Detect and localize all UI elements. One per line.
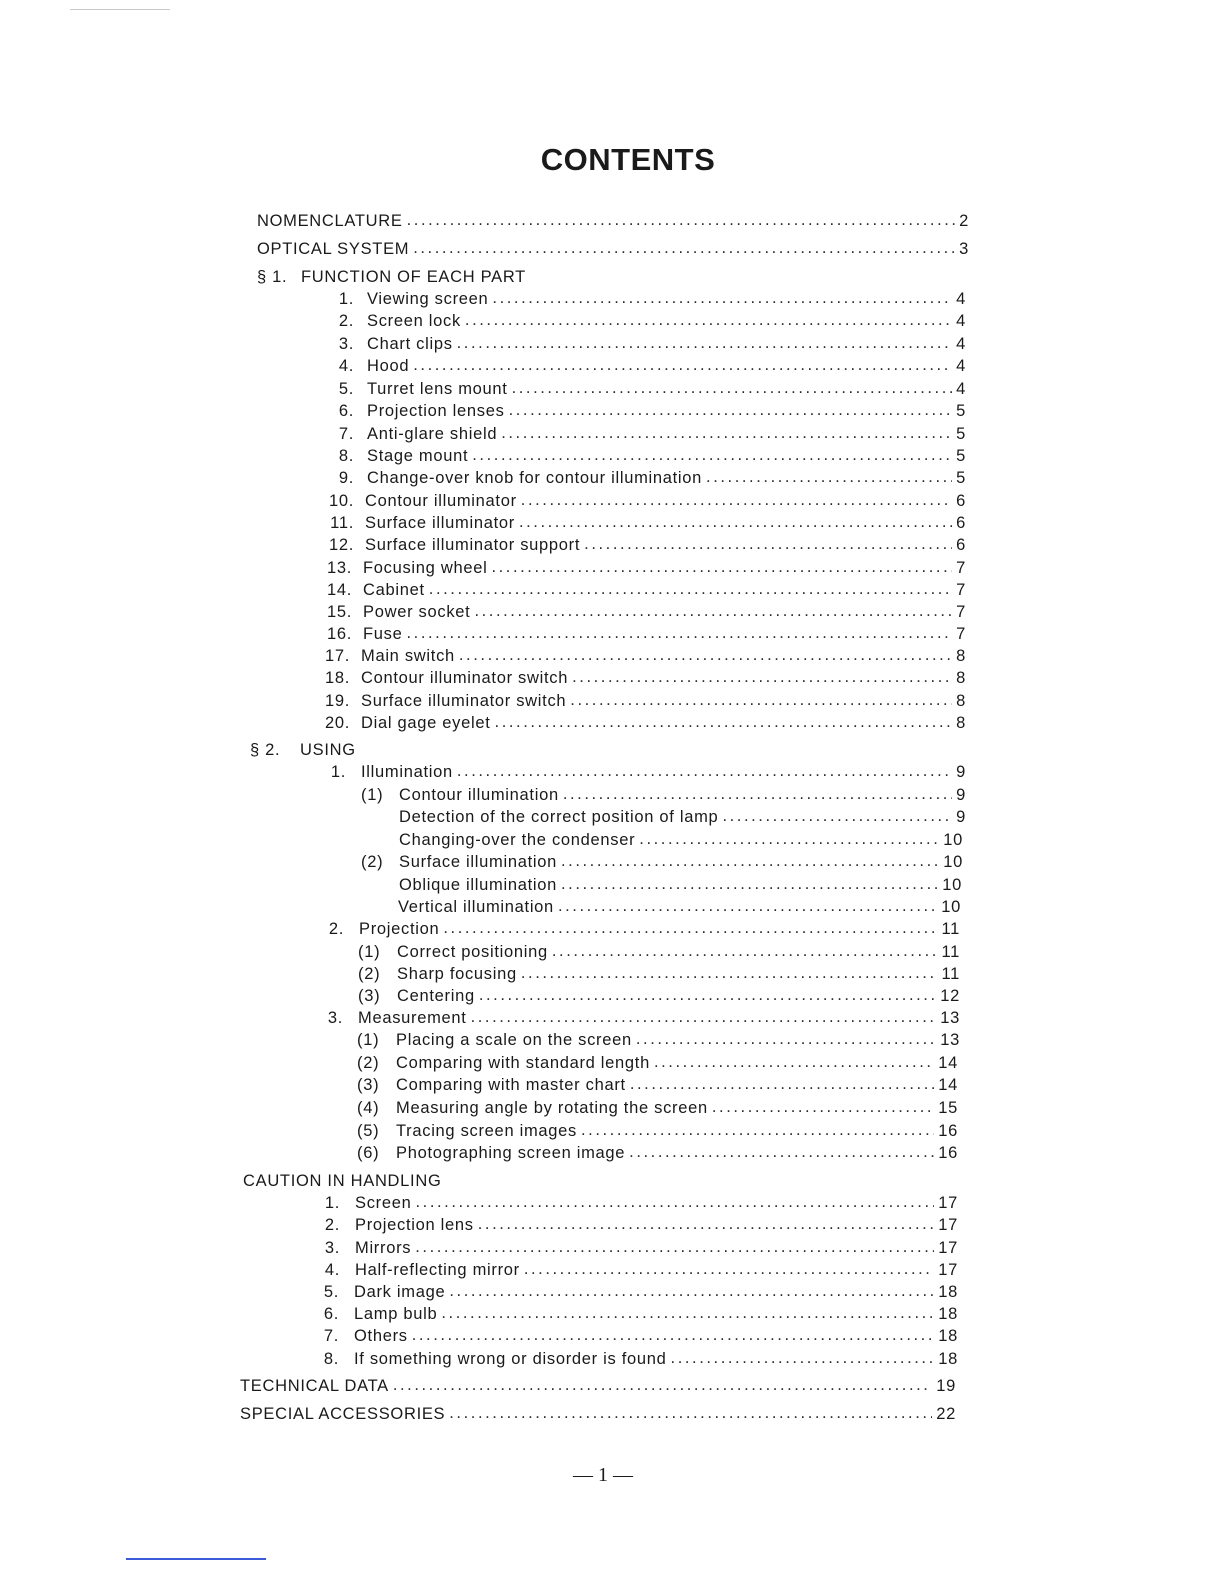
leader-dots (471, 1008, 937, 1027)
toc-entry-text: Surface illuminator support (365, 536, 581, 554)
toc-entry-number: 9. (338, 469, 354, 487)
section-title: FUNCTION OF EACH PART (301, 268, 526, 286)
leader-dots (479, 986, 936, 1005)
toc-entry-text: Stage mount (367, 447, 469, 465)
leader-dots (449, 1404, 932, 1423)
toc-entry (324, 335, 966, 357)
toc-entry-text: Comparing with standard length (396, 1054, 650, 1072)
leader-dots (521, 491, 952, 510)
toc-entry-text: Tracing screen images (396, 1122, 577, 1140)
toc-page-number: 8 (956, 647, 966, 665)
toc-page-number: 8 (956, 692, 966, 710)
leader-dots (706, 468, 952, 487)
toc-entry-optical-system (257, 240, 969, 262)
leader-dots (412, 1326, 935, 1345)
leader-dots (491, 558, 952, 577)
toc-page-number: 9 (956, 808, 966, 826)
leader-dots (492, 289, 952, 308)
toc-entry (322, 559, 966, 581)
toc-entry (317, 1009, 960, 1031)
toc-entry-text: Hood (367, 357, 410, 375)
toc-entry-text: Projection lens (355, 1216, 474, 1234)
toc-page-number: 9 (956, 763, 966, 781)
toc-entry (357, 1099, 958, 1121)
leader-dots (393, 1376, 932, 1395)
toc-entry-number: (3) (358, 987, 381, 1005)
toc-entry (361, 853, 963, 875)
leader-dots (512, 379, 952, 398)
toc-page-number: 22 (936, 1405, 956, 1423)
toc-entry-number: 13. (326, 559, 352, 577)
toc-entry (324, 492, 966, 514)
toc-page-number: 12 (940, 987, 960, 1005)
toc-page-number: 10 (941, 898, 961, 916)
toc-entry (324, 357, 966, 379)
toc-entry-text: Dial gage eyelet (361, 714, 491, 732)
scan-rule-top (70, 9, 170, 10)
toc-entry-number: 17. (324, 647, 350, 665)
toc-entry-text: Projection (359, 920, 440, 938)
toc-entry (398, 898, 961, 920)
toc-entry-number: 2. (324, 1216, 340, 1234)
toc-section-heading-caution (243, 1172, 743, 1194)
toc-entry-text: Illumination (361, 763, 453, 781)
toc-entry-number: 1. (324, 1194, 340, 1212)
toc-entry-text: Vertical illumination (398, 898, 554, 916)
toc-page-number: 11 (941, 965, 960, 983)
toc-entry-number: 15. (326, 603, 352, 621)
toc-entry (313, 1327, 958, 1349)
toc-page-number: 4 (956, 290, 966, 308)
toc-page-number: 11 (941, 943, 960, 961)
toc-entry-number: 2. (338, 312, 354, 330)
toc-page-number: 5 (956, 469, 966, 487)
toc-entry (318, 920, 960, 942)
toc-entry-number: 16. (326, 625, 352, 643)
toc-entry-number: 3. (338, 335, 354, 353)
toc-page-number: 19 (936, 1377, 956, 1395)
toc-page-number: 7 (956, 625, 966, 643)
toc-page-number: 14 (938, 1054, 958, 1072)
leader-dots (465, 311, 952, 330)
toc-entry-text: Contour illuminator (365, 492, 517, 510)
toc-entry-text: Lamp bulb (354, 1305, 438, 1323)
toc-entry (324, 402, 966, 424)
leader-dots (495, 713, 952, 732)
toc-entry (357, 1076, 958, 1098)
toc-entry-text: Placing a scale on the screen (396, 1031, 632, 1049)
toc-entry-number: 12. (328, 536, 354, 554)
toc-entry-text: Half-reflecting mirror (355, 1261, 520, 1279)
toc-page-number: 13 (940, 1031, 960, 1049)
toc-entry-text: Fuse (363, 625, 403, 643)
toc-page-number: 8 (956, 714, 966, 732)
toc-page-number: 17 (938, 1261, 958, 1279)
toc-entry-text: Turret lens mount (367, 380, 508, 398)
leader-dots (478, 1215, 935, 1234)
toc-page-number: 9 (956, 786, 966, 804)
toc-entry (357, 1144, 958, 1166)
leader-dots (457, 334, 952, 353)
toc-entry (322, 603, 966, 625)
leader-dots (636, 1030, 936, 1049)
leader-dots (501, 424, 952, 443)
toc-page-number: 5 (956, 447, 966, 465)
toc-page-number: 10 (942, 876, 962, 894)
toc-page-number: 15 (938, 1099, 958, 1117)
toc-entry (324, 469, 966, 491)
toc-entry-number: 14. (326, 581, 352, 599)
toc-page-number: 18 (938, 1350, 958, 1368)
toc-entry (358, 965, 960, 987)
toc-page-number: 6 (956, 514, 966, 532)
toc-page-number: 7 (956, 581, 966, 599)
toc-entry (313, 1350, 958, 1372)
toc-entry-text: Dark image (354, 1283, 446, 1301)
toc-entry-text: Chart clips (367, 335, 453, 353)
toc-section-heading-2 (250, 741, 750, 763)
toc-entry-number: 4. (338, 357, 354, 375)
toc-entry-text: Cabinet (363, 581, 425, 599)
leader-dots (561, 875, 938, 894)
toc-entry-number: (1) (358, 943, 381, 961)
leader-dots (457, 762, 952, 781)
toc-entry (357, 1054, 958, 1076)
toc-entry-number: 19. (324, 692, 350, 710)
toc-entry-number: 8. (323, 1350, 339, 1368)
toc-entry (358, 943, 960, 965)
toc-page-number: 17 (938, 1239, 958, 1257)
toc-entry (320, 647, 966, 669)
toc-entry-text: Projection lenses (367, 402, 505, 420)
toc-entry-technical-data (240, 1377, 956, 1399)
toc-entry-text: Others (354, 1327, 408, 1345)
toc-page-number: 11 (941, 920, 960, 938)
toc-entry-text: Surface illumination (399, 853, 557, 871)
toc-page-number: 16 (938, 1144, 958, 1162)
toc-entry-number: (3) (357, 1076, 380, 1094)
toc-entry-text: Power socket (363, 603, 471, 621)
toc-page-number: 4 (956, 335, 966, 353)
section-title: USING (300, 741, 356, 759)
toc-entry-text: Contour illuminator switch (361, 669, 569, 687)
toc-page-number: 6 (956, 492, 966, 510)
toc-entry-number: (1) (361, 786, 384, 804)
toc-entry-text: Contour illumination (399, 786, 559, 804)
toc-entry-text: Anti-glare shield (367, 425, 498, 443)
toc-entry-number: (2) (361, 853, 384, 871)
section-mark: § 1. (257, 268, 288, 286)
toc-entry (324, 536, 966, 558)
toc-entry-text: Main switch (361, 647, 455, 665)
toc-entry-text: Viewing screen (367, 290, 489, 308)
toc-page-number: 5 (956, 402, 966, 420)
toc-entry-text: Photographing screen image (396, 1144, 626, 1162)
toc-entry (324, 425, 966, 447)
toc-entry-text: Surface illuminator (365, 514, 515, 532)
toc-entry-number: 1. (338, 290, 354, 308)
toc-entry-number: 10. (328, 492, 354, 510)
scan-rule-bottom (126, 1558, 266, 1560)
leader-dots (415, 1238, 934, 1257)
toc-page-number: 8 (956, 669, 966, 687)
toc-section-heading-1 (257, 268, 757, 290)
toc-page-number: 7 (956, 559, 966, 577)
leader-dots (449, 1282, 934, 1301)
leader-dots (413, 356, 952, 375)
toc-entry (324, 514, 966, 536)
toc-entry (314, 1194, 958, 1216)
toc-page-number: 10 (943, 853, 963, 871)
leader-dots (443, 919, 937, 938)
toc-page-number: 14 (938, 1076, 958, 1094)
leader-dots (552, 942, 938, 961)
toc-page-number: 13 (940, 1009, 960, 1027)
toc-entry-number: (4) (357, 1099, 380, 1117)
toc-page-number: 10 (943, 831, 963, 849)
toc-entry-number: 5. (323, 1283, 339, 1301)
toc-entry (357, 1122, 958, 1144)
leader-dots (558, 897, 937, 916)
leader-dots (519, 513, 952, 532)
toc-entry-number: 11. (330, 514, 354, 532)
toc-entry-text: Measuring angle by rotating the screen (396, 1099, 708, 1117)
toc-entry (324, 380, 966, 402)
leader-dots (629, 1143, 934, 1162)
toc-entry (324, 312, 966, 334)
toc-page-number: 17 (938, 1216, 958, 1234)
toc-entry-text: Screen lock (367, 312, 461, 330)
toc-entry-text: SPECIAL ACCESSORIES (240, 1405, 446, 1423)
toc-page-number: 4 (956, 380, 966, 398)
toc-entry-text: Measurement (358, 1009, 467, 1027)
toc-page-number: 18 (938, 1305, 958, 1323)
leader-dots (509, 401, 952, 420)
toc-entry-number: (5) (357, 1122, 380, 1140)
toc-page-number: 7 (956, 603, 966, 621)
toc-entry-number: 6. (338, 402, 354, 420)
leader-dots (413, 239, 955, 258)
toc-entry-text: Centering (397, 987, 475, 1005)
toc-entry (314, 1216, 958, 1238)
toc-entry (324, 447, 966, 469)
toc-page-number: 4 (956, 312, 966, 330)
toc-entry-text: Focusing wheel (363, 559, 488, 577)
toc-entry-nomenclature (257, 212, 969, 234)
toc-entry (314, 1239, 958, 1261)
leader-dots (429, 580, 952, 599)
leader-dots (407, 211, 955, 230)
leader-dots (561, 852, 939, 871)
toc-entry-number: 18. (324, 669, 350, 687)
leader-dots (722, 807, 952, 826)
toc-entry-text: Mirrors (355, 1239, 412, 1257)
toc-entry-text: NOMENCLATURE (257, 212, 403, 230)
toc-page-number: 17 (938, 1194, 958, 1212)
toc-entry-text: Screen (355, 1194, 412, 1212)
toc-entry-text: Changing-over the condenser (399, 831, 636, 849)
toc-entry-number: (6) (357, 1144, 380, 1162)
toc-entry-number: 20. (324, 714, 350, 732)
toc-entry-number: 7. (338, 425, 354, 443)
toc-page-number: 18 (938, 1283, 958, 1301)
toc-entry-text: Surface illuminator switch (361, 692, 567, 710)
toc-entry-text: Change-over knob for contour illumination (367, 469, 703, 487)
toc-entry-text: OPTICAL SYSTEM (257, 240, 410, 258)
toc-entry-number: (1) (357, 1031, 380, 1049)
leader-dots (563, 785, 952, 804)
toc-entry-text: Comparing with master chart (396, 1076, 626, 1094)
toc-entry (324, 290, 966, 312)
toc-entry (361, 786, 966, 808)
leader-dots (415, 1193, 934, 1212)
toc-entry-number: 5. (338, 380, 354, 398)
toc-entry-number: 6. (323, 1305, 339, 1323)
toc-entry-number: 7. (323, 1327, 339, 1345)
leader-dots (581, 1121, 934, 1140)
toc-entry-text: TECHNICAL DATA (240, 1377, 389, 1395)
toc-entry (320, 763, 966, 785)
leader-dots (654, 1053, 934, 1072)
toc-entry-number: 8. (338, 447, 354, 465)
toc-entry (313, 1305, 958, 1327)
toc-entry-text: If something wrong or disorder is found (354, 1350, 667, 1368)
toc-entry (320, 714, 966, 736)
leader-dots (524, 1260, 934, 1279)
toc-entry (399, 831, 963, 853)
toc-entry (358, 987, 960, 1009)
toc-entry-number: (2) (358, 965, 381, 983)
toc-entry-text: Oblique illumination (399, 876, 557, 894)
toc-page-number: 5 (956, 425, 966, 443)
toc-page-number: 2 (959, 212, 969, 230)
leader-dots (712, 1098, 934, 1117)
toc-page-number: 4 (956, 357, 966, 375)
toc-page-number: 3 (959, 240, 969, 258)
toc-page-number: 16 (938, 1122, 958, 1140)
toc-page-number: 18 (938, 1327, 958, 1345)
toc-entry (313, 1283, 958, 1305)
section-title: CAUTION IN HANDLING (243, 1172, 442, 1190)
toc-entry-special-accessories (240, 1405, 956, 1427)
leader-dots (630, 1075, 934, 1094)
section-mark: § 2. (250, 741, 281, 759)
toc-entry (314, 1261, 958, 1283)
leader-dots (572, 668, 952, 687)
page-title: CONTENTS (540, 142, 716, 177)
leader-dots (459, 646, 952, 665)
toc-entry-text: Sharp focusing (397, 965, 517, 983)
toc-entry-number: 3. (327, 1009, 343, 1027)
toc-entry-number: 2. (328, 920, 344, 938)
leader-dots (521, 964, 938, 983)
toc-entry-number: (2) (357, 1054, 380, 1072)
leader-dots (406, 624, 952, 643)
toc-entry-text: Correct positioning (397, 943, 548, 961)
toc-entry-text: Detection of the correct position of lamp (399, 808, 719, 826)
toc-page-number: 6 (956, 536, 966, 554)
leader-dots (671, 1349, 935, 1368)
toc-entry (320, 692, 966, 714)
leader-dots (570, 691, 952, 710)
leader-dots (472, 446, 952, 465)
toc-entry-number: 4. (324, 1261, 340, 1279)
toc-entry (357, 1031, 960, 1053)
leader-dots (441, 1304, 934, 1323)
toc-entry-number: 1. (330, 763, 346, 781)
leader-dots (639, 830, 939, 849)
toc-entry (399, 808, 966, 830)
toc-entry (322, 625, 966, 647)
leader-dots (584, 535, 952, 554)
leader-dots (474, 602, 952, 621)
toc-entry-number: 3. (324, 1239, 340, 1257)
page-number: — 1 — (573, 1464, 633, 1486)
toc-entry (399, 876, 962, 898)
toc-entry (320, 669, 966, 691)
toc-entry (322, 581, 966, 603)
